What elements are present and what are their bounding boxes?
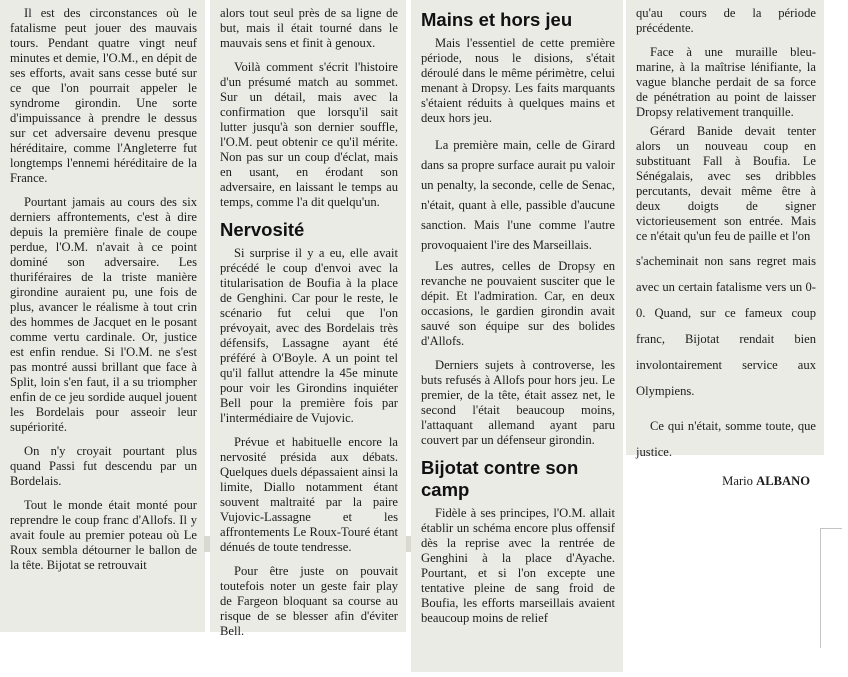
article-column-2 [210,0,406,638]
paragraph: Prévue et habituelle encore la nervosité présida aux débats. Quelques duels dépassaient ainsi la limite, Diallo notamment étant souvent maltraité par la paire Vujovic-Lassagne et les affrontements Le Roux-Touré étant dénués de toute tendresse. [220,435,398,554]
paragraph: Tout le monde était monté pour reprendre le coup franc d'Allofs. Il y avait foule au premier poteau où Le Roux sembla détourner le ballon de la tête. Bijotat se retrouvait [10,498,197,572]
section-heading-bijotat-contre-son-camp: Bijotat contre son camp [421,457,579,500]
author-last-name: ALBANO [756,474,810,488]
article-column-1 [0,0,205,632]
paragraph: Voilà comment s'écrit l'histoire d'un présumé match au sommet. Sur un détail, mais avec la confirmation que lorsqu'il sait lutter jusqu'à son dernier souffle, l'O.M. peut obtenir ce qu'il mérite. Non pas sur un coup d'éclat, mais en usant, en érodant son adversaire, en laissant le temps au temps, comme l'a dit quelqu'un. [220,60,398,209]
author-first-name: Mario [722,474,753,488]
scan-edge-mark [820,528,842,648]
article-column-4 [626,0,824,488]
section-heading-nervosite: Nervosité [220,219,305,240]
paragraph: On n'y croyait pourtant plus quand Passi fut descendu par un Bordelais. [10,444,197,488]
paragraph: Pour être juste on pouvait toutefois noter un geste fair play de Fargeon bloquant sa course au risque de se blesser afin d'éviter Bell. [220,564,398,638]
paragraph: Face à une muraille bleu-marine, à la maîtrise lénifiante, la vague blanche perdait de sa force de pénétration au point de laisser Dropsy relativement tranquille. [636,45,816,119]
paragraph: Mais l'essentiel de cette première période, nous le disions, s'était déroulé dans le même périmètre, celui menant à Dropsy. Les faits marquants s'étaient réduits à quelques mains et deux hors jeu. [421,36,615,125]
section-heading-mains-et-hors-jeu: Mains et hors jeu [421,9,573,30]
paragraph: Pourtant jamais au cours des six derniers affrontements, c'est à dire depuis la première finale de coupe perdue, l'O.M. n'avait à ce point dominé son adversaire. Les thuriféraires de la triste manière girondine auraient pu, une fois de plus, avancer le réalisme à tout crin des hommes de Jacquet en le posant comme vertu cardinale. Or, justice est enfin rendue. Si l'O.M. ne s'est pas montré aussi brillant que face à Split, loin s'en faut, il a su triompher enfin de ce jeu sordide auquel jouent les Bordelais pour asseoir leur supériorité. [10,195,197,434]
paragraph: s'acheminait non sans regret mais avec un certain fatalisme vers un 0-0. Quand, sur ce fameux coup franc, Bijotat rendait bien involontairement service aux Olympiens. [636,254,816,398]
paragraph: qu'au cours de la période précédente. [636,6,816,35]
paragraph: Derniers sujets à controverse, les buts refusés à Allofs pour hors jeu. Le premier, de la tête, était assez net, le second l'était beaucoup moins, l'attaquant allemand ayant paru couvert par un défenseur girondin. [421,358,615,447]
paragraph: Si surprise il y a eu, elle avait précédé le coup d'envoi avec la titularisation de Boufia à la place de Genghini. Car pour le reste, le scénario fut celui que l'on prévoyait, avec des Bordelais très défensifs, Lassagne ayant été préféré à O'Boyle. A un point tel qu'il fallut attendre la 45e minute pour voir les Girondins inquiéter Bell pour la première fois par l'intermédiaire de Vujovic. [220,246,398,425]
paragraph: Il est des circonstances où le fatalisme peut jouer des mauvais tours. Pendant quatre vingt neuf minutes et demie, l'O.M., en dépit de ses efforts, avait sans cesse buté sur ce que l'on pourrait appeler le syndrome girondin. Une sorte d'impuissance à prendre le dessus sur cet adversaire devenu presque héréditaire, comme l'Angleterre fut longtemps l'ennemi héréditaire de la France. [10,6,197,185]
paragraph: Fidèle à ses principes, l'O.M. allait établir un schéma encore plus offensif dès la reprise avec la rentrée de Genghini à la place d'Ayache. Pourtant, et si l'on excepte une tentative pleine de sang froid de Boufia, les efforts marseillais avaient beaucoup moins de relief [421,506,615,625]
article-column-3 [411,0,623,672]
paragraph: La première main, celle de Girard dans sa propre surface aurait pu valoir un penalty, la seconde, celle de Senac, n'était, quant à elle, passible d'aucune sanction. Mais l'une comme l'autre provoquaient l'ire des Marseillais. [421,138,615,252]
paragraph: Les autres, celles de Dropsy en revanche ne pouvaient susciter que le dépit. Et l'admiration. Car, en deux occasions, le gardien girondin avait sauvé son équipe sur des bolides d'Allofs. [421,259,615,348]
paragraph: Ce qui n'était, somme toute, que justice. [636,419,816,459]
paragraph: Gérard Banide devait tenter alors un nouveau coup en substituant Fall à Boufia. Le Sénégalais, avec ses dribbles percutants, devait même être à deux doigts de signer victorieusement son entrée. Mais ce n'était qu'un feu de paille et l'on [636,124,816,243]
author-byline [636,474,810,489]
paragraph: alors tout seul près de sa ligne de but, mais il était tourné dans le mauvais sens et finit à genoux. [220,6,398,50]
